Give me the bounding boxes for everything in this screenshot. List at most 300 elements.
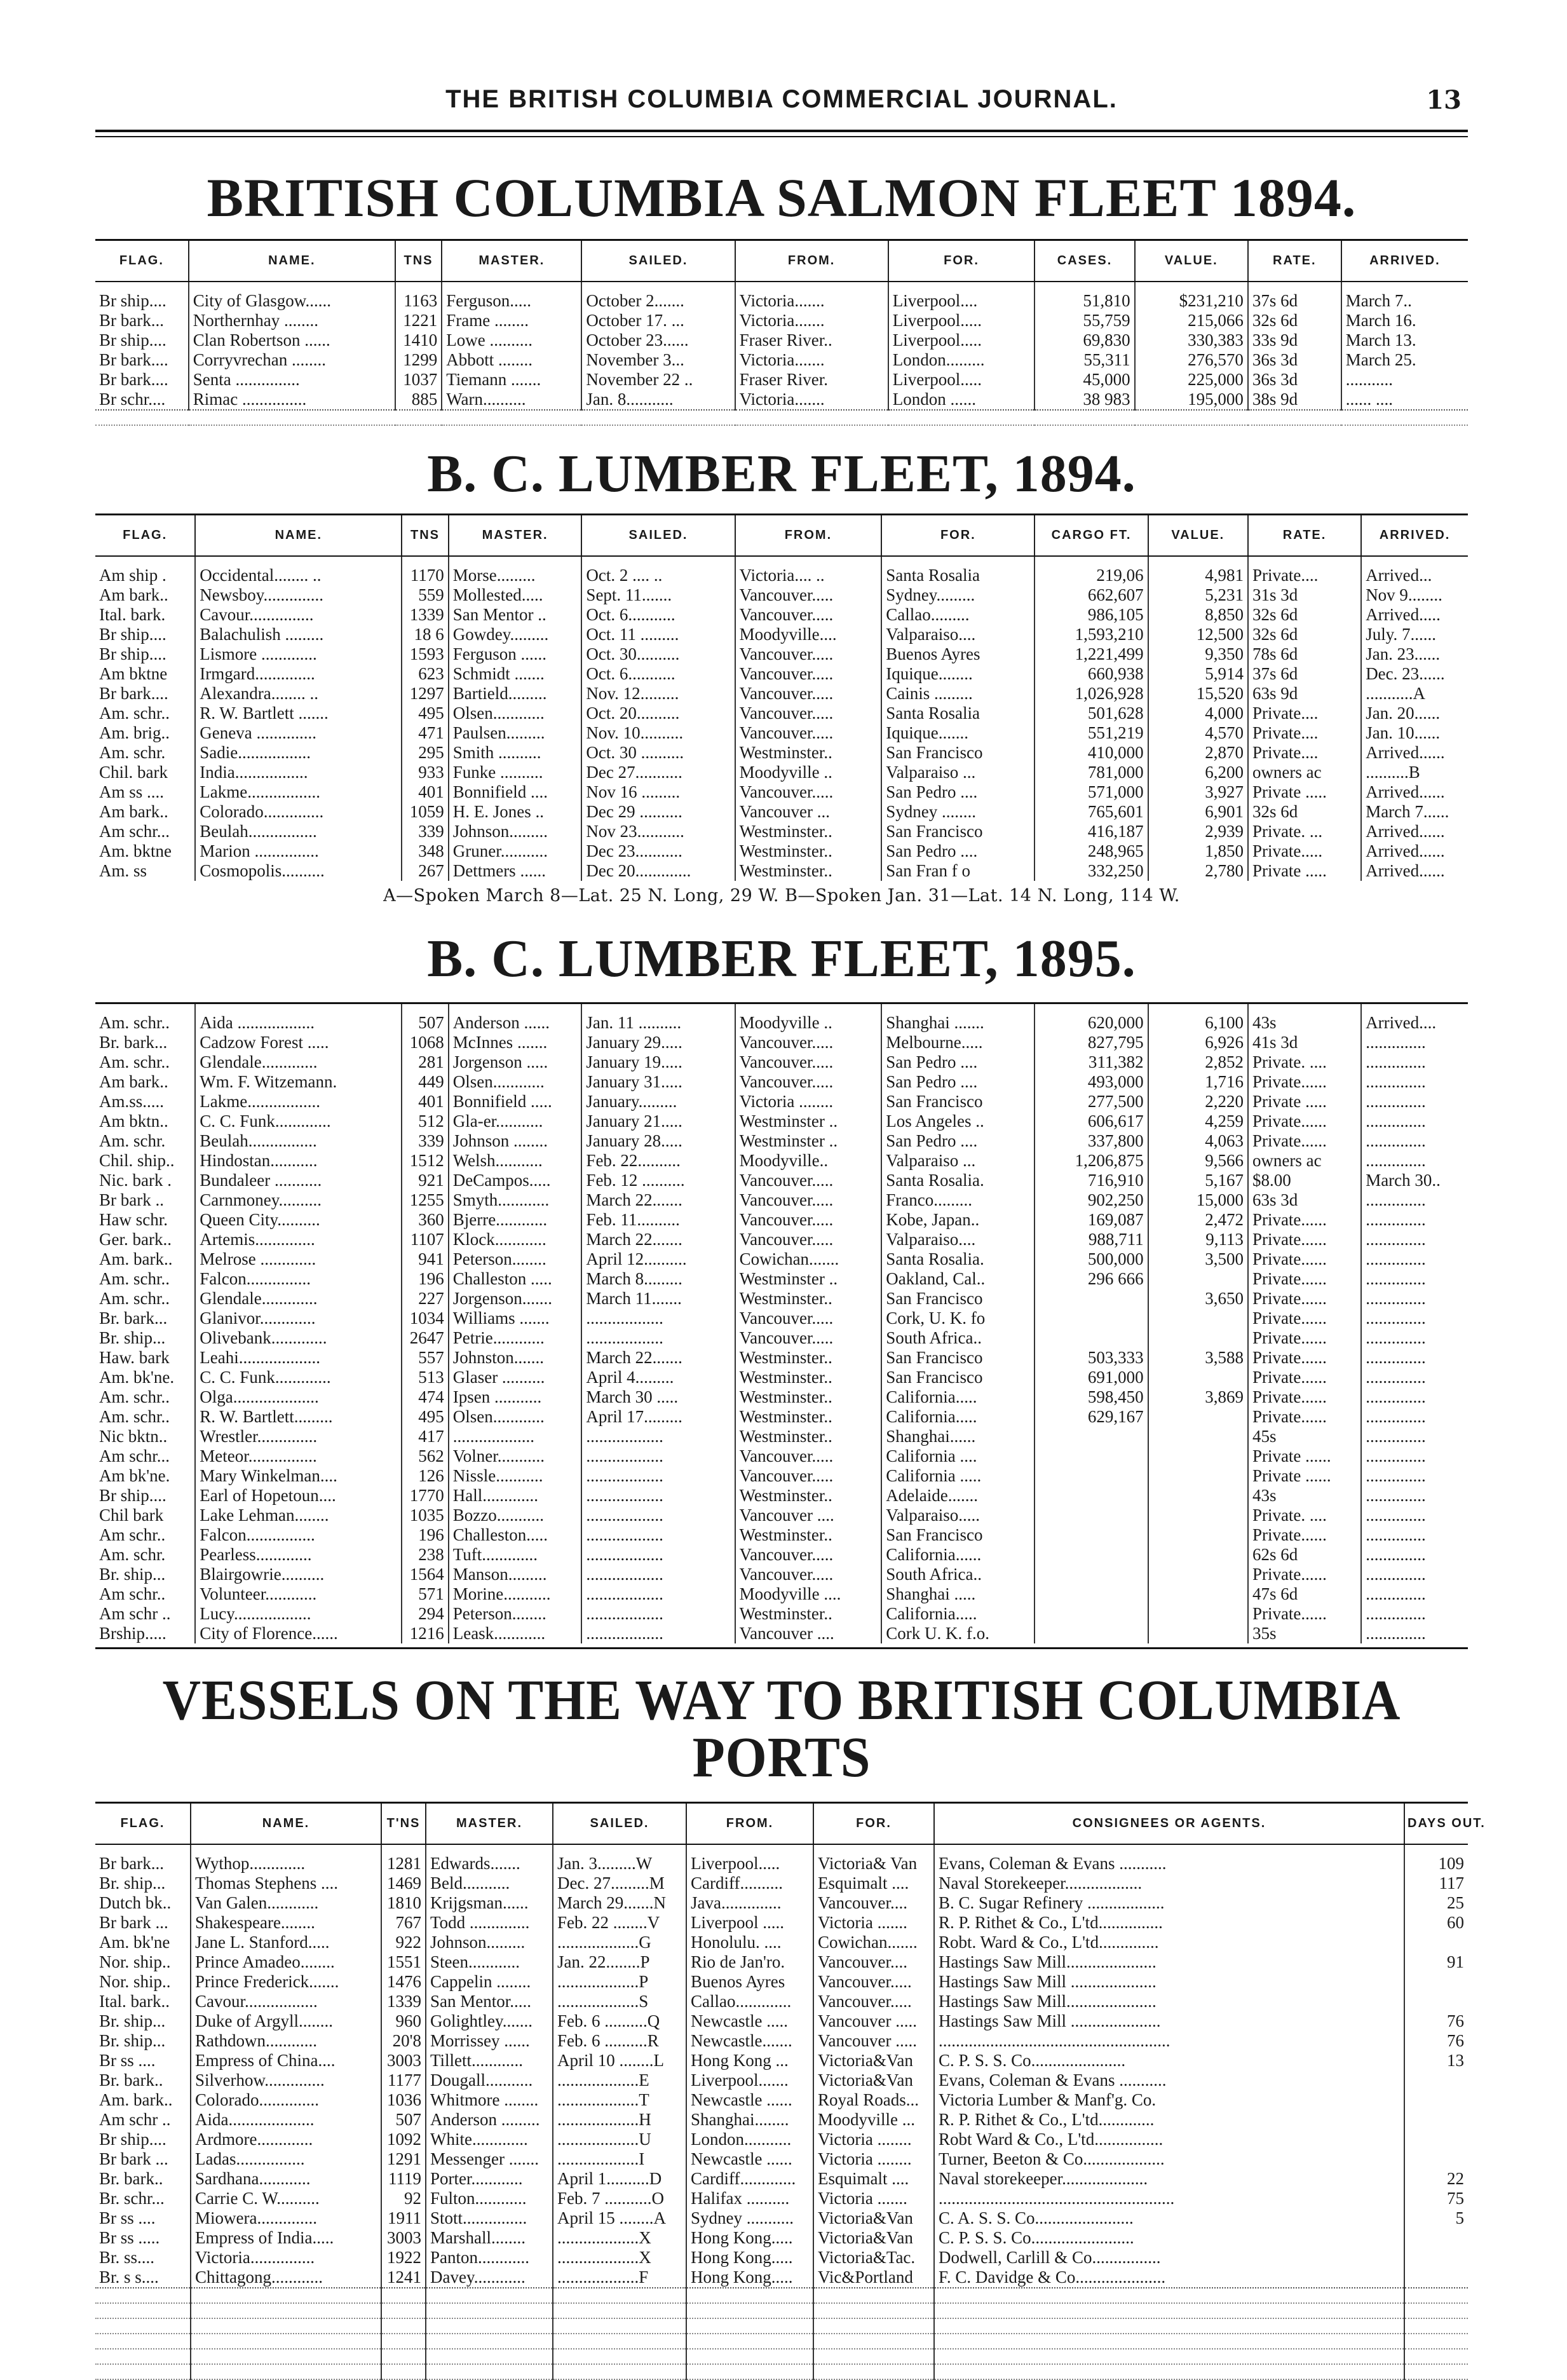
table-cell: 1291	[381, 2149, 426, 2169]
table-cell: Melbourne.....	[881, 1033, 1034, 1052]
table-cell: 311,382	[1034, 1052, 1148, 1072]
table-cell: Dutch bk..	[99, 1893, 172, 1912]
table-cell: Victoria .......	[813, 1913, 934, 1933]
table-row	[95, 2071, 1468, 2090]
table-cell: ......................................................	[934, 2031, 1404, 2051]
table-cell: Stott...............	[426, 2208, 553, 2228]
table-cell: Valparaiso ...	[881, 763, 1034, 782]
table-cell: Hong Kong.....	[686, 2228, 813, 2248]
table-cell: Liverpool.....	[888, 330, 1035, 350]
table-cell: 1059	[402, 802, 448, 822]
table-cell: Feb. 11..........	[581, 1210, 735, 1230]
page-number: 13	[1426, 85, 1462, 115]
table-cell: April 12..........	[581, 1249, 735, 1269]
table-cell: 5,167	[1148, 1171, 1248, 1190]
table-cell: Naval storekeeper....................	[934, 2169, 1404, 2189]
table-cell: ...... ....	[1341, 390, 1468, 410]
table-cell: March 7......	[1361, 802, 1468, 822]
table-cell: Tuft.............	[449, 1545, 582, 1565]
table-cell: 1,850	[1148, 841, 1248, 861]
lumber-1895-bottom-rule	[95, 1647, 1468, 1649]
table-row	[95, 2011, 1468, 2031]
column-header: FLAG.	[95, 1803, 191, 1845]
table-cell: Valparaiso....	[881, 1230, 1034, 1249]
table-cell: C. C. Funk.............	[195, 1112, 402, 1131]
table-cell	[1034, 1545, 1148, 1565]
table-cell: Private......	[1248, 1112, 1361, 1131]
table-cell: Shanghai .......	[881, 1004, 1034, 1033]
table-cell: Westminster..	[735, 1486, 882, 1506]
table-row	[95, 822, 1468, 841]
table-cell: Nic bktn..	[99, 1427, 168, 1446]
table-cell	[1034, 1624, 1148, 1643]
table-cell: Beulah................	[195, 822, 402, 841]
table-cell: Pearless.............	[195, 1545, 402, 1565]
table-cell: ...................I	[553, 2149, 686, 2169]
table-cell: Am bark..	[99, 802, 168, 821]
table-cell: San Pedro ....	[881, 1131, 1034, 1151]
table-row	[95, 1171, 1468, 1190]
table-row	[95, 841, 1468, 861]
table-cell: Private......	[1248, 1210, 1361, 1230]
table-cell: Vancouver .....	[813, 2011, 934, 2031]
table-cell: Ferguson ......	[449, 644, 582, 664]
table-cell: Glanivor.............	[195, 1309, 402, 1328]
table-cell: October 2.......	[581, 282, 735, 311]
table-cell: Bozzo...........	[449, 1506, 582, 1525]
table-cell: Vancouver .....	[813, 2031, 934, 2051]
table-cell: Am schr...	[99, 1446, 170, 1465]
table-cell: 1241	[381, 2268, 426, 2288]
table-cell: 1107	[402, 1230, 448, 1249]
table-cell: Am. schr..	[99, 1052, 170, 1071]
table-cell: Northernhay ........	[189, 311, 395, 330]
table-cell: Dec 29 ..........	[581, 802, 735, 822]
table-cell: 63s 9d	[1248, 684, 1361, 704]
table-cell	[1404, 2228, 1468, 2248]
table-cell: Moodyville..	[735, 1151, 882, 1171]
table-cell: Vancouver.....	[735, 585, 882, 605]
table-row	[95, 1525, 1468, 1545]
table-cell: March 8.........	[581, 1269, 735, 1289]
table-cell: Am schr ..	[99, 1604, 171, 1623]
table-cell: Colorado..............	[191, 2090, 381, 2110]
table-cell: Br schr....	[99, 390, 166, 409]
table-cell: Br ship....	[99, 625, 166, 644]
table-cell: Vancouver.....	[735, 684, 882, 704]
table-row	[95, 2169, 1468, 2189]
table-cell: 277,500	[1034, 1092, 1148, 1112]
table-cell: Newsboy..............	[195, 585, 402, 605]
table-cell: ..............	[1361, 1604, 1468, 1624]
table-cell: 76	[1404, 2031, 1468, 2051]
table-row	[95, 1466, 1468, 1486]
table-cell: R. W. Bartlett.........	[195, 1407, 402, 1427]
table-cell: Vancouver.....	[735, 1230, 882, 1249]
table-cell: Senta ...............	[189, 370, 395, 390]
table-cell: Br. bark..	[99, 2169, 163, 2188]
column-header: FROM.	[686, 1803, 813, 1845]
table-cell: Westminster ..	[735, 1112, 882, 1131]
table-cell: McInnes .......	[449, 1033, 582, 1052]
table-row	[95, 1893, 1468, 1913]
table-cell: ..................	[581, 1565, 735, 1584]
table-cell: Peterson........	[449, 1249, 582, 1269]
table-cell: Vancouver.....	[735, 1033, 882, 1052]
table-cell: H. E. Jones ..	[449, 802, 582, 822]
table-cell: Jan. 10......	[1361, 723, 1468, 743]
table-row	[95, 1972, 1468, 1992]
table-cell	[1148, 1269, 1248, 1289]
table-row	[95, 585, 1468, 605]
table-row	[95, 1151, 1468, 1171]
table-cell: Oct. 2 .... ..	[581, 556, 735, 585]
table-row	[95, 2228, 1468, 2248]
table-cell: Empress of China....	[191, 2051, 381, 2071]
table-cell: Lowe ..........	[442, 330, 581, 350]
table-cell: ..................	[581, 1604, 735, 1624]
table-cell: 471	[402, 723, 448, 743]
lumber-1894-footnote: A—Spoken March 8—Lat. 25 N. Long, 29 W. B—Spoken Jan. 31—Lat. 14 N. Long, 114 W.	[383, 886, 1180, 906]
table-cell: Volunteer............	[195, 1584, 402, 1604]
table-cell: 296 666	[1034, 1269, 1148, 1289]
table-cell: Feb. 22 ........V	[553, 1913, 686, 1933]
table-cell: Br. schr...	[99, 2189, 165, 2208]
table-cell: Hong Kong ...	[686, 2051, 813, 2071]
table-cell: Gowdey.........	[449, 625, 582, 644]
table-cell: Vancouver.....	[735, 664, 882, 684]
table-cell: Jorgenson .....	[449, 1052, 582, 1072]
table-cell: 75	[1404, 2189, 1468, 2208]
table-row	[95, 1407, 1468, 1427]
table-cell: Hong Kong.....	[686, 2268, 813, 2288]
table-cell: Westminster..	[735, 1387, 882, 1407]
table-cell: Meteor................	[195, 1446, 402, 1466]
table-row	[95, 1033, 1468, 1052]
table-cell: ..................	[581, 1506, 735, 1525]
table-cell: Feb. 12 ..........	[581, 1171, 735, 1190]
table-cell: Feb. 7 ...........O	[553, 2189, 686, 2208]
table-cell: Vancouver.....	[735, 704, 882, 723]
table-cell: Oct. 6...........	[581, 605, 735, 625]
table-cell: Prince Frederick.......	[191, 1972, 381, 1992]
table-cell: Liverpool.....	[686, 1844, 813, 1873]
table-cell: Santa Rosalia	[881, 556, 1034, 585]
table-cell: Private......	[1248, 1565, 1361, 1584]
table-cell	[1148, 1584, 1248, 1604]
table-cell: Bundaleer ...........	[195, 1171, 402, 1190]
table-row	[95, 1545, 1468, 1565]
table-cell: 69,830	[1034, 330, 1134, 350]
table-cell: Whitmore ........	[426, 2090, 553, 2110]
table-cell: Private......	[1248, 1249, 1361, 1269]
table-cell: Honolulu. ....	[686, 1933, 813, 1952]
table-cell: Am. bark..	[99, 1249, 173, 1268]
table-cell: 267	[402, 861, 448, 881]
table-row	[95, 2208, 1468, 2228]
table-cell: Esquimalt ....	[813, 2169, 934, 2189]
table-cell: Cardiff..........	[686, 1873, 813, 1893]
table-cell: Am ss ....	[99, 782, 165, 801]
table-cell: Am bktn..	[99, 1112, 168, 1131]
table-cell: Klock............	[449, 1230, 582, 1249]
table-cell: 4,259	[1148, 1112, 1248, 1131]
table-cell: ..............	[1361, 1151, 1468, 1171]
table-cell: Wrestler..............	[195, 1427, 402, 1446]
table-cell: 410,000	[1034, 743, 1148, 763]
column-header: MASTER.	[449, 515, 582, 557]
table-cell: Clan Robertson ......	[189, 330, 395, 350]
table-cell: Frame ........	[442, 311, 581, 330]
table-cell: Johnson.........	[426, 1933, 553, 1952]
table-cell: Br. ship...	[99, 1565, 166, 1584]
table-cell: ...................S	[553, 1992, 686, 2011]
table-cell: Westminster ..	[735, 1131, 882, 1151]
table-cell: 620,000	[1034, 1004, 1148, 1033]
table-cell: Br. ship...	[99, 1873, 166, 1893]
column-header: MASTER.	[426, 1803, 553, 1845]
table-cell: ..............	[1361, 1033, 1468, 1052]
table-row	[95, 1269, 1468, 1289]
table-cell: 781,000	[1034, 763, 1148, 782]
table-cell: Anderson ......	[449, 1004, 582, 1033]
table-cell: Miowera..............	[191, 2208, 381, 2228]
table-cell: Golightley.......	[426, 2011, 553, 2031]
table-cell: Newcastle.......	[686, 2031, 813, 2051]
table-cell: ..........B	[1361, 763, 1468, 782]
table-cell: 348	[402, 841, 448, 861]
table-cell: 571,000	[1034, 782, 1148, 802]
table-cell: 126	[402, 1466, 448, 1486]
table-cell: Br ship....	[99, 2130, 166, 2149]
table-cell: January 31.....	[581, 1072, 735, 1092]
table-cell: 4,063	[1148, 1131, 1248, 1151]
table-cell: ...................T	[553, 2090, 686, 2110]
column-header: SAILED.	[553, 1803, 686, 1845]
table-cell: April 1..........D	[553, 2169, 686, 2189]
table-cell: Bartield.........	[449, 684, 582, 704]
table-cell: Earl of Hopetoun....	[195, 1486, 402, 1506]
table-cell: 227	[402, 1289, 448, 1309]
table-cell	[1034, 1289, 1148, 1309]
table-cell: Private. ...	[1248, 822, 1361, 841]
table-cell: Am. bktne	[99, 841, 172, 860]
table-cell: 1410	[395, 330, 442, 350]
table-cell: Br bark...	[99, 1854, 164, 1873]
table-cell: ...................P	[553, 1972, 686, 1992]
table-cell: January 29.....	[581, 1033, 735, 1052]
table-cell: 902,250	[1034, 1190, 1148, 1210]
table-cell: Chil. bark	[99, 763, 168, 782]
table-cell: Franco.........	[881, 1190, 1034, 1210]
table-cell: 1034	[402, 1309, 448, 1328]
table-cell: Ital. bark..	[99, 1992, 170, 2011]
table-cell: 1,221,499	[1034, 644, 1148, 664]
table-cell: ..............	[1361, 1348, 1468, 1368]
table-cell: ..............	[1361, 1052, 1468, 1072]
table-cell: Van Galen............	[191, 1893, 381, 1913]
table-cell: 988,711	[1034, 1230, 1148, 1249]
table-cell: Anderson .........	[426, 2110, 553, 2130]
table-cell: Br bark....	[99, 370, 168, 389]
table-cell: 3,588	[1148, 1348, 1248, 1368]
table-cell: San Fran f o	[881, 861, 1034, 881]
table-cell: 765,601	[1034, 802, 1148, 822]
table-cell: Morrissey ......	[426, 2031, 553, 2051]
table-row	[95, 1072, 1468, 1092]
table-cell: ..............	[1361, 1328, 1468, 1348]
table-cell: 986,105	[1034, 605, 1148, 625]
table-cell: Vancouver.....	[735, 1466, 882, 1486]
column-header: VALUE.	[1135, 240, 1248, 282]
table-cell: ..................	[581, 1486, 735, 1506]
table-cell: owners ac	[1248, 763, 1361, 782]
table-cell: Arrived......	[1361, 861, 1468, 881]
table-cell: 500,000	[1034, 1249, 1148, 1269]
table-cell: 37s 6d	[1248, 282, 1341, 311]
table-cell: Java..............	[686, 1893, 813, 1913]
table-cell: Am. schr.	[99, 743, 166, 762]
table-cell: Private......	[1248, 1269, 1361, 1289]
table-cell: 196	[402, 1269, 448, 1289]
table-cell: Br bark ...	[99, 1913, 168, 1932]
table-cell: Vancouver.....	[813, 1992, 934, 2011]
table-cell: San Mentor ..	[449, 605, 582, 625]
table-cell: 1035	[402, 1506, 448, 1525]
table-row	[95, 1427, 1468, 1446]
table-cell: March 22.......	[581, 1230, 735, 1249]
table-cell: 13	[1404, 2051, 1468, 2071]
table-cell: 827,795	[1034, 1033, 1148, 1052]
table-cell: Liverpool.......	[686, 2071, 813, 2090]
table-cell: 36s 3d	[1248, 370, 1341, 390]
table-cell: Victoria .......	[813, 2189, 934, 2208]
table-row	[95, 2189, 1468, 2208]
table-cell: ..................	[581, 1545, 735, 1565]
table-cell: 238	[402, 1545, 448, 1565]
table-cell: ..............	[1361, 1446, 1468, 1466]
table-cell	[1148, 1565, 1248, 1584]
table-row	[95, 1844, 1468, 1873]
table-cell: Iquique.......	[881, 723, 1034, 743]
table-cell: 2,870	[1148, 743, 1248, 763]
table-cell: Alexandra........ ..	[195, 684, 402, 704]
table-cell: Gruner...........	[449, 841, 582, 861]
table-cell: California.....	[881, 1387, 1034, 1407]
table-cell: 2,780	[1148, 861, 1248, 881]
table-cell: Jan. 23......	[1361, 644, 1468, 664]
table-cell: Robt. Ward & Co., L'td..............	[934, 1933, 1404, 1952]
table-cell: March 7..	[1341, 282, 1468, 311]
journal-header	[95, 83, 1468, 127]
table-cell: Marshall........	[426, 2228, 553, 2248]
table-cell: ..................	[581, 1328, 735, 1348]
table-cell: 2,220	[1148, 1092, 1248, 1112]
table-cell: Vancouver.....	[735, 1446, 882, 1466]
table-cell: Vancouver.....	[735, 1052, 882, 1072]
table-cell: 37s 6d	[1248, 664, 1361, 684]
table-cell: 215,066	[1135, 311, 1248, 330]
table-cell: Warn..........	[442, 390, 581, 410]
table-cell: Vancouver.....	[735, 1545, 882, 1565]
table-cell: Br ss .....	[99, 2228, 160, 2247]
table-cell: 3,927	[1148, 782, 1248, 802]
table-cell	[1404, 2071, 1468, 2090]
table-cell: Lakme.................	[195, 1092, 402, 1112]
table-cell: Smith ..........	[449, 743, 582, 763]
table-cell: C. P. S. S. Co......................	[934, 2051, 1404, 2071]
table-cell: San Francisco	[881, 822, 1034, 841]
table-cell: Buenos Ayres	[686, 1972, 813, 1992]
table-cell: ..................	[581, 1309, 735, 1328]
table-cell: 91	[1404, 1952, 1468, 1972]
table-cell: ...................H	[553, 2110, 686, 2130]
table-cell: Krijgsman......	[426, 1893, 553, 1913]
table-cell: Lakme.................	[195, 782, 402, 802]
table-cell: 92	[381, 2189, 426, 2208]
table-cell: ..............	[1361, 1112, 1468, 1131]
table-cell: Westminster..	[735, 1289, 882, 1309]
table-cell: 1255	[402, 1190, 448, 1210]
table-cell	[1034, 1446, 1148, 1466]
table-cell: Private....	[1248, 556, 1361, 585]
table-cell: Br bark...	[99, 311, 164, 330]
table-cell: Private......	[1248, 1289, 1361, 1309]
table-row	[95, 1913, 1468, 1933]
table-cell: Funke ..........	[449, 763, 582, 782]
table-cell: Empress of India.....	[191, 2228, 381, 2248]
table-cell: Paulsen.........	[449, 723, 582, 743]
table-cell: Iquique........	[881, 664, 1034, 684]
table-cell: 6,200	[1148, 763, 1248, 782]
table-cell: Victoria.......	[735, 282, 888, 311]
table-cell: Westminster ..	[735, 1269, 882, 1289]
table-cell: Moodyville ...	[813, 2110, 934, 2130]
table-cell: Westminster..	[735, 822, 882, 841]
table-cell: ..............	[1361, 1269, 1468, 1289]
table-cell: Vancouver.....	[735, 723, 882, 743]
table-cell: Private ......	[1248, 1466, 1361, 1486]
table-cell: Oakland, Cal..	[881, 1269, 1034, 1289]
table-cell: 767	[381, 1913, 426, 1933]
table-cell: Private......	[1248, 1230, 1361, 1249]
lumber-1894-title: B. C. LUMBER FLEET, 1894.	[427, 444, 1136, 503]
table-cell: 36s 3d	[1248, 350, 1341, 370]
table-cell: Private......	[1248, 1368, 1361, 1387]
table-cell: Shakespeare........	[191, 1913, 381, 1933]
table-cell: Br ss ....	[99, 2208, 156, 2227]
table-cell: March 30..	[1361, 1171, 1468, 1190]
table-cell: Royal Roads...	[813, 2090, 934, 2110]
table-cell: 248,965	[1034, 841, 1148, 861]
table-cell: ...................F	[553, 2268, 686, 2288]
table-cell: ..................	[581, 1624, 735, 1643]
table-cell: ..............	[1361, 1624, 1468, 1643]
table-cell: 660,938	[1034, 664, 1148, 684]
table-cell: Occidental........ ..	[195, 556, 402, 585]
table-cell: Am. schr.	[99, 1545, 166, 1564]
table-cell: ...........A	[1361, 684, 1468, 704]
table-cell: Fraser River.	[735, 370, 888, 390]
table-cell: Johnston.......	[449, 1348, 582, 1368]
table-cell: 3,500	[1148, 1249, 1248, 1269]
table-cell: 416,187	[1034, 822, 1148, 841]
table-cell: San Francisco	[881, 1289, 1034, 1309]
table-cell: Am bktne	[99, 664, 168, 683]
table-cell	[1404, 2149, 1468, 2169]
table-cell: Johnson ........	[449, 1131, 582, 1151]
column-header: CARGO FT.	[1034, 515, 1148, 557]
